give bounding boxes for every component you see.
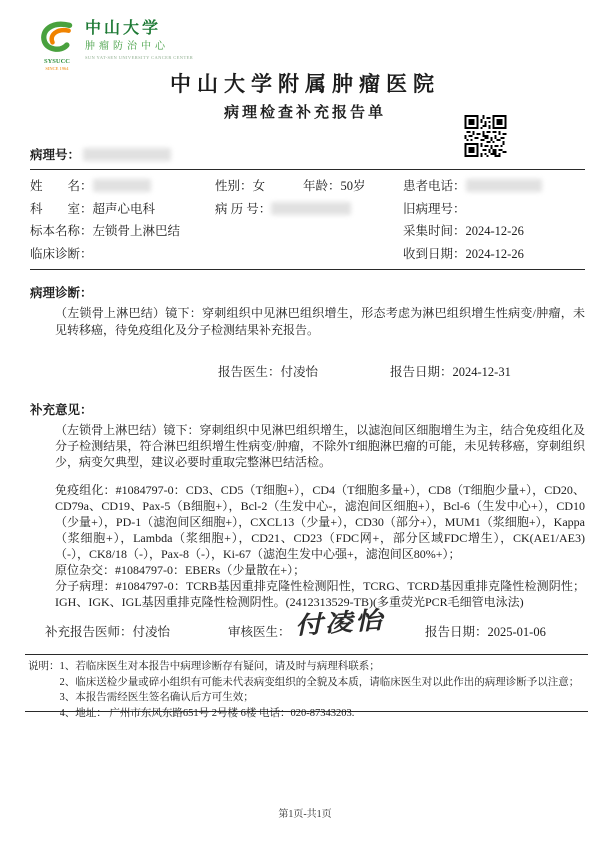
logo-icon-block bbox=[36, 20, 78, 71]
clinical-dx-label: 临床诊断： bbox=[30, 246, 93, 261]
patient-info-grid bbox=[30, 175, 585, 265]
swoosh-logo-icon bbox=[37, 41, 77, 58]
name-field bbox=[30, 175, 215, 198]
review-doctor-label: 审核医生： bbox=[228, 625, 291, 639]
diagnosis-heading: 病理诊断： bbox=[30, 286, 93, 300]
report-date-field bbox=[390, 362, 511, 380]
collect-time-label: 采集时间： bbox=[403, 224, 466, 238]
supplement-doctor-value: 付凌怡 bbox=[132, 625, 171, 639]
record-no-redacted-value bbox=[271, 202, 351, 215]
age-field bbox=[303, 175, 403, 198]
specimen-label: 标本名称： bbox=[30, 224, 93, 238]
department-label: 科 室： bbox=[30, 201, 93, 216]
divider-top bbox=[30, 169, 585, 170]
report-doctor-label: 报告医生： bbox=[218, 365, 281, 379]
patient-row-3 bbox=[30, 220, 585, 243]
divider-info-bottom bbox=[30, 269, 585, 270]
age-value: 50岁 bbox=[340, 179, 366, 193]
divider-notes-bottom bbox=[25, 711, 588, 712]
specimen-field bbox=[30, 220, 403, 243]
record-no-field bbox=[215, 198, 403, 221]
phone-redacted-value bbox=[466, 179, 542, 192]
supplement-doctor-field bbox=[45, 622, 228, 640]
supplement-heading: 补充意见： bbox=[30, 403, 93, 417]
receive-date-value: 2024-12-26 bbox=[465, 246, 524, 261]
gender-label: 性别： bbox=[215, 179, 253, 193]
old-pathology-no-field bbox=[403, 198, 585, 221]
supplement-ish: 原位杂交：#1084797-0：EBERs（少量散在+）； bbox=[55, 563, 306, 577]
hospital-title: 中山大学附属肿瘤医院 bbox=[170, 72, 440, 96]
notes-label: 说明： bbox=[28, 661, 60, 672]
patient-row-2 bbox=[30, 198, 585, 221]
collect-time-value: 2024-12-26 bbox=[465, 224, 524, 238]
gender-field bbox=[215, 175, 303, 198]
signature-row bbox=[45, 605, 585, 641]
patient-row-4 bbox=[30, 243, 585, 266]
note-item-1: 1、若临床医生对本报告中病理诊断存有疑问，请及时与病理科联系； bbox=[59, 661, 380, 672]
logo-center-name: 肿瘤防治中心 bbox=[85, 41, 169, 53]
page-number: 第1页-共1页 bbox=[278, 809, 332, 820]
report-date-label: 报告日期： bbox=[390, 365, 453, 379]
diagnosis-doctor-row bbox=[30, 362, 585, 380]
phone-label: 患者电话： bbox=[403, 179, 466, 193]
pathology-no-label: 病理号： bbox=[30, 148, 81, 162]
diagnosis-body: （左锁骨上淋巴结）镜下：穿刺组织中见淋巴组织增生，形态考虑为淋巴组织增生性病变/肿瘤，未见转移癌，待免疫组化及分子检测结果补充报告。 bbox=[55, 306, 585, 337]
name-label: 姓 名： bbox=[30, 179, 93, 193]
report-doctor-field bbox=[218, 362, 390, 380]
supplement-molecular: 分子病理：#1084797-0：TCRB基因重排克隆性检测阳性，TCRG、TCRD基因重排克隆性检测阴性；IGH、IGK、IGL基因重排克隆性检测阴性。(2412313529-TB)(多重荧光PCR毛细管电泳法) bbox=[55, 579, 585, 609]
collect-time-field bbox=[403, 220, 585, 243]
report-doctor-value: 付凌怡 bbox=[280, 365, 319, 379]
final-report-date-value: 2025-01-06 bbox=[487, 625, 546, 639]
supplement-body: （左锁骨上淋巴结）镜下：穿刺组织中见淋巴组织增生，以滤泡间区细胞增生为主，结合免疫组化及分子检测结果，符合淋巴组织增生性病变/肿瘤，不除外T细胞淋巴瘤的可能，未见转移癌，穿刺组织少，病变欠典型，建议必要时重取完整淋巴结活检。 bbox=[55, 423, 585, 469]
supplement-doctor-label: 补充报告医师： bbox=[45, 625, 133, 639]
receive-date-field bbox=[403, 243, 585, 266]
department-value: 超声心电科 bbox=[92, 201, 156, 216]
logo-center-name-en: SUN YAT-SEN UNIVERSITY CANCER CENTER bbox=[85, 54, 194, 60]
phone-field bbox=[403, 175, 585, 198]
report-date-value: 2024-12-31 bbox=[452, 365, 511, 379]
logo-since: SINCE 1964 bbox=[45, 65, 69, 71]
pathology-no-redacted-value bbox=[83, 148, 171, 161]
note-item-2: 2、临床送检少量或碎小组织有可能未代表病变组织的全貌及本质，请临床医生对以此作出的病理诊断予以注意； bbox=[59, 676, 580, 688]
old-pathology-no-label: 旧病理号： bbox=[403, 201, 466, 216]
note-item-4: 4、地址： 广州市东风东路651号 2号楼 6楼 电话：020-87343203. bbox=[59, 707, 355, 719]
report-title: 病理检查补充报告单 bbox=[223, 105, 386, 121]
divider-sign-bottom bbox=[25, 654, 588, 655]
final-report-date-label: 报告日期： bbox=[425, 625, 488, 639]
hospital-logo bbox=[36, 20, 193, 71]
name-redacted-value bbox=[93, 179, 151, 192]
age-label: 年龄： bbox=[303, 179, 341, 193]
patient-row-1 bbox=[30, 175, 585, 198]
report-body bbox=[30, 145, 585, 610]
gender-value: 女 bbox=[252, 179, 266, 193]
receive-date-label: 收到日期： bbox=[403, 246, 466, 261]
department-field bbox=[30, 198, 215, 221]
specimen-value: 左锁骨上淋巴结 bbox=[92, 224, 181, 238]
clinical-dx-field bbox=[30, 243, 403, 266]
logo-university-name: 中山大学 bbox=[85, 20, 162, 37]
logo-text-block bbox=[85, 20, 193, 60]
logo-acronym: SYSUCC bbox=[43, 58, 70, 65]
supplement-ihc: 免疫组化：#1084797-0：CD3、CD5（T细胞+），CD4（T细胞多量+），CD8（T细胞少量+），CD20、CD79a、CD19、Pax-5（B细胞+），Bcl-2（生发中心-，滤泡间区细胞+），Bcl-6（生发中心+），CD10（少量+），PD-1（滤泡间区细胞+），CXCL13（少量+），CD30（部分+），MUM1（浆细胞+），Kappa（浆细胞+），Lambda（浆细胞+），CD21、CD23（FDC网+，部分区域FDC增生），CK(AE1/AE3)（-），CK8/18（-），Pax-8（-），Ki-67（滤泡生发中心强+，滤泡间区80%+）； bbox=[55, 483, 585, 561]
review-doctor-signature: 付凌怡 bbox=[293, 605, 386, 641]
final-report-date-field bbox=[425, 622, 585, 640]
record-no-label: 病 历 号： bbox=[215, 201, 272, 216]
note-item-3: 3、本报告需经医生签名确认后方可生效； bbox=[59, 692, 254, 703]
pathology-no-row bbox=[30, 145, 585, 165]
review-doctor-field bbox=[228, 605, 425, 641]
